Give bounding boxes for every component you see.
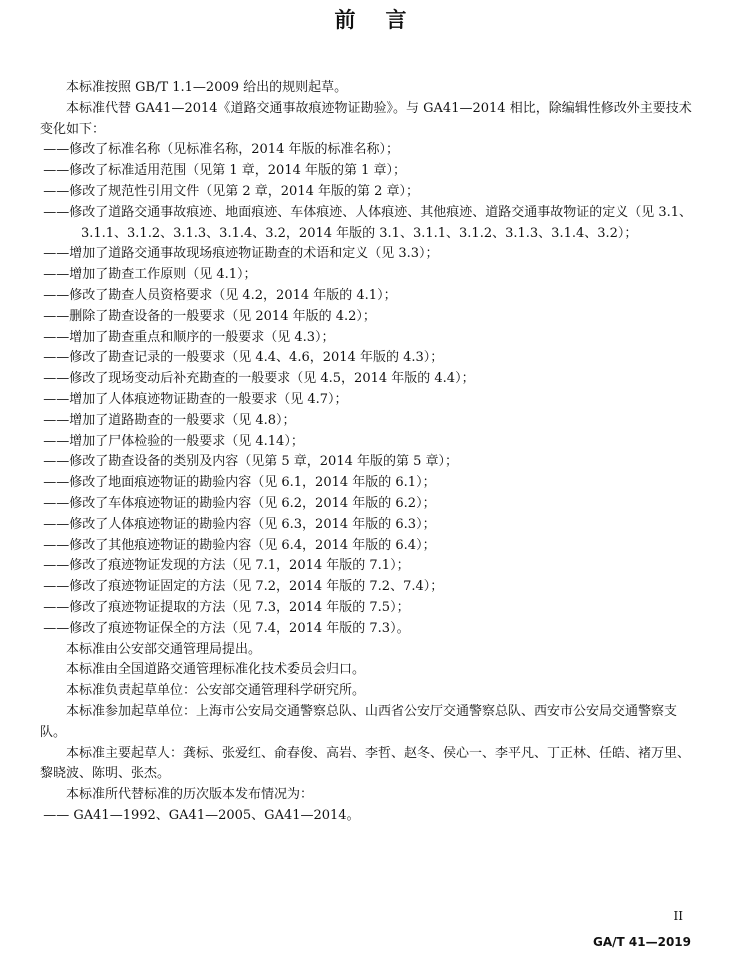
page-title: 前言 <box>334 8 437 32</box>
change-item: ——修改了痕迹物证固定的方法（见 7.2，2014 年版的 7.2、7.4）； <box>43 579 444 595</box>
change-item: ——增加了道路勘查的一般要求（见 4.8）； <box>43 412 296 428</box>
change-item: ——修改了道路交通事故痕迹、地面痕迹、车体痕迹、人体痕迹、其他痕迹、道路交通事故物证的定义（见 3.1、3.1.1、3.1.2、3.1.3、3.1.4、3.2，2014 年版的 3.1、3.1.1、3.1.2、3.1.3、3.1.4、3.2）； <box>43 204 693 241</box>
change-item: ——修改了标准名称（见标准名称，2014 年版的标准名称）； <box>43 142 399 158</box>
change-item: ——修改了规范性引用文件（见第 2 章，2014 年版的第 2 章）； <box>43 183 420 199</box>
closing-paragraph: 本标准所代替标准的历次版本发布情况为： <box>66 787 314 803</box>
changes-list <box>40 140 700 639</box>
change-item: ——修改了痕迹物证保全的方法（见 7.4，2014 年版的 7.3）。 <box>43 620 410 636</box>
change-item: ——增加了尸体检验的一般要求（见 4.14）； <box>43 433 304 449</box>
change-item: ——修改了勘查人员资格要求（见 4.2，2014 年版的 4.1）； <box>43 287 397 303</box>
change-item: ——修改了标准适用范围（见第 1 章，2014 年版的第 1 章）； <box>43 163 407 179</box>
change-item: ——修改了勘查设备的类别及内容（见第 5 章，2014 年版的第 5 章）； <box>43 454 459 470</box>
change-item: ——修改了现场变动后补充勘查的一般要求（见 4.5，2014 年版的 4.4）； <box>43 371 475 387</box>
change-item: ——修改了痕迹物证提取的方法（见 7.3，2014 年版的 7.5）； <box>43 599 410 615</box>
change-item: ——修改了人体痕迹物证的勘验内容（见 6.3，2014 年版的 6.3）； <box>43 516 436 532</box>
change-item: ——删除了勘查设备的一般要求（见 2014 年版的 4.2）； <box>43 308 376 324</box>
change-item: ——修改了地面痕迹物证的勘验内容（见 6.1，2014 年版的 6.1）； <box>43 475 436 491</box>
closing-paragraph: 本标准主要起草人：龚标、张爱红、俞春俊、高岩、李哲、赵冬、侯心一、李平凡、丁正林、任皓、褚万里、黎晓波、陈明、张杰。 <box>40 745 691 782</box>
closing-paragraph: 本标准由全国道路交通管理标准化技术委员会归口。 <box>66 662 366 678</box>
version-history-item: —— GA41—1992、GA41—2005、GA41—2014。 <box>43 807 360 823</box>
closing-paragraph: 本标准负责起草单位：公安部交通管理科学研究所。 <box>66 683 366 699</box>
change-item: ——修改了勘查记录的一般要求（见 4.4、4.6，2014 年版的 4.3）； <box>43 350 444 366</box>
intro-paragraph: 本标准按照 GB/T 1.1—2009 给出的规则起草。 <box>66 80 348 95</box>
change-item: ——修改了其他痕迹物证的勘验内容（见 6.4，2014 年版的 6.4）； <box>43 537 436 553</box>
change-item: ——增加了人体痕迹物证勘查的一般要求（见 4.7）； <box>43 391 348 407</box>
document-body <box>40 78 700 827</box>
change-item: ——修改了痕迹物证发现的方法（见 7.1，2014 年版的 7.1）； <box>43 558 410 574</box>
change-item: ——修改了车体痕迹物证的勘验内容（见 6.2，2014 年版的 6.2）； <box>43 495 436 511</box>
change-item: ——增加了勘查重点和顺序的一般要求（见 4.3）； <box>43 329 335 345</box>
intro-paragraph: 本标准代替 GA41—2014《道路交通事故痕迹物证勘验》。与 GA41—2014 相比，除编辑性修改外主要技术变化如下： <box>40 100 692 137</box>
page-number: II <box>673 909 683 923</box>
change-item: ——增加了勘查工作原则（见 4.1）； <box>43 267 257 283</box>
standard-code-footer: GA/T 41—2019 <box>593 935 691 949</box>
closing-paragraph: 本标准由公安部交通管理局提出。 <box>66 641 262 657</box>
change-item: ——增加了道路交通事故现场痕迹物证勘查的术语和定义（见 3.3）； <box>43 246 439 262</box>
closing-paragraph: 本标准参加起草单位：上海市公安局交通警察总队、山西省公安厅交通警察总队、西安市公安局交通警察支队。 <box>40 703 678 740</box>
